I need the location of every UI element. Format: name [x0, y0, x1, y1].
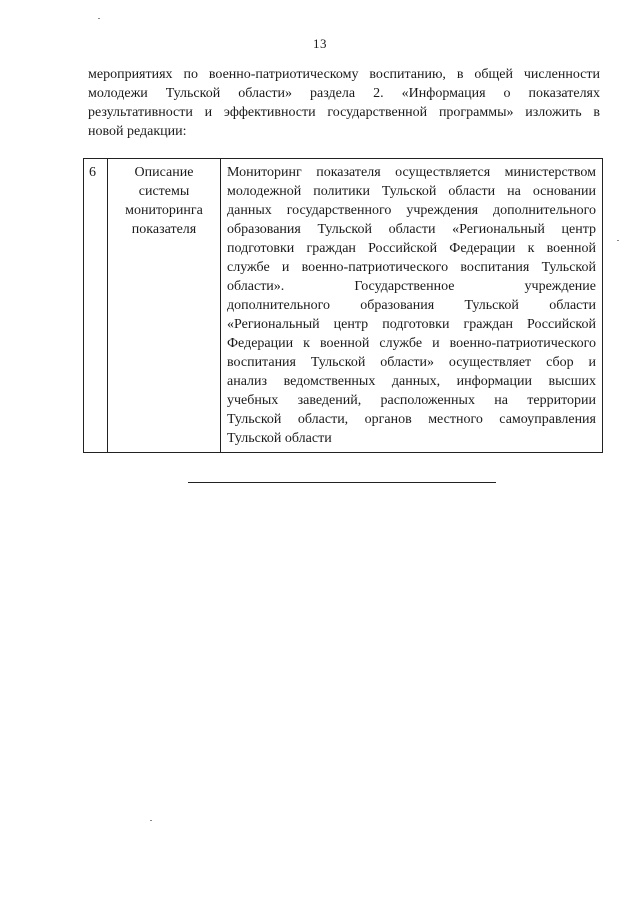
description-line: области». Государственное учреждение	[227, 279, 596, 294]
intro-line: результативности и эффективности государственной программы» изложить в	[88, 105, 600, 120]
description-line: воспитания Тульской области» осуществляет сбор и	[227, 355, 596, 370]
description-line: Мониторинг показателя осуществляется министерством	[227, 165, 596, 180]
scan-speck	[98, 18, 100, 19]
description-line: службе и военно-патриотического воспитания Тульской	[227, 260, 596, 275]
description-line: образования Тульской области «Региональный центр	[227, 222, 596, 237]
description-line: «Региональный центр подготовки граждан Российской	[227, 317, 596, 332]
description-line: дополнительного образования Тульской области	[227, 298, 596, 313]
description-line: Тульской области	[227, 431, 332, 446]
description-line: молодежной политики Тульской области на основании	[227, 184, 596, 199]
scan-speck	[150, 820, 152, 821]
description-line: Тульской области, органов местного самоуправления	[227, 412, 596, 427]
intro-line: молодежи Тульской области» раздела 2. «Информация о показателях	[88, 86, 600, 101]
end-separator-line	[188, 482, 496, 483]
name-line: Описание	[134, 165, 194, 180]
name-line: системы	[138, 184, 190, 199]
intro-line: мероприятиях по военно-патриотическому воспитанию, в общей численности	[88, 67, 600, 82]
description-line: подготовки граждан Российской Федерации к военной	[227, 241, 596, 256]
name-line: мониторинга	[125, 203, 203, 218]
description-cell	[221, 159, 603, 453]
indicator-name-cell	[108, 159, 221, 453]
indicator-table	[83, 158, 603, 453]
page-number: 13	[313, 36, 327, 51]
description-line: Федерации к военной службе и военно-патриотического	[227, 336, 596, 351]
intro-paragraph	[88, 65, 600, 141]
scan-speck	[617, 240, 619, 241]
description-line: учебных заведений, расположенных на территории	[227, 393, 596, 408]
row-number-cell: 6	[84, 159, 108, 453]
description-line: данных государственного учреждения дополнительного	[227, 203, 596, 218]
intro-line: новой редакции:	[88, 124, 187, 139]
name-line: показателя	[131, 222, 197, 237]
description-line: анализ ведомственных данных, информации высших	[227, 374, 596, 389]
table-row	[84, 159, 603, 453]
